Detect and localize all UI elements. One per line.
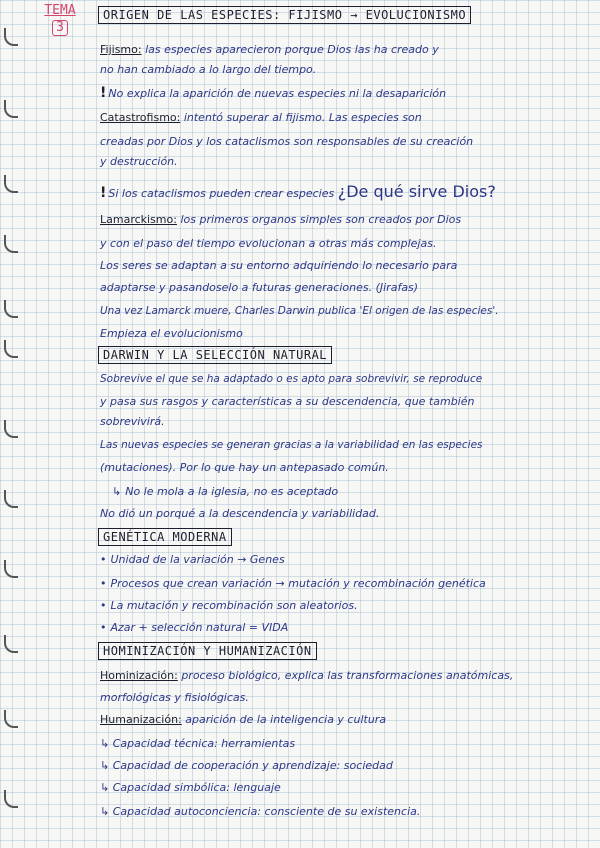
genetica-item-text: Procesos que crean variación → mutación y recombinación genética <box>110 577 486 590</box>
genetica-item-text: La mutación y recombinación son aleatorios. <box>110 599 358 612</box>
fijismo-line-1 <box>100 42 439 57</box>
tema-text: TEMA <box>44 3 76 18</box>
tema-label <box>40 4 80 36</box>
bullet-icon: • <box>100 553 107 566</box>
fijismo-line-2: no han cambiado a lo largo del tiempo. <box>100 63 317 76</box>
genetica-item-text: Azar + selección natural = VIDA <box>110 621 289 634</box>
fijismo-text: las especies aparecieron porque Dios las ha creado y <box>141 43 439 56</box>
binder-ring <box>4 560 18 578</box>
catastrofismo-note <box>100 184 496 201</box>
darwin-line-7: No dió un porqué a la descendencia y variabilidad. <box>100 507 380 520</box>
lamarckismo-line-2: y con el paso del tiempo evolucionan a otras más complejas. <box>100 237 437 250</box>
genetica-item <box>100 620 288 635</box>
catastrofismo-text: intentó superar al fijismo. Las especies son <box>180 111 422 124</box>
humanizacion-term: Humanización: <box>100 713 182 726</box>
arrow-icon: ↳ <box>112 485 122 498</box>
lamarckismo-line-4: adaptarse y pasandoselo a futuras generaciones. (Jirafas) <box>100 281 419 294</box>
lamarckismo-line-5: Una vez Lamarck muere, Charles Darwin publica 'El origen de las especies'. <box>100 305 499 317</box>
binder-ring <box>4 420 18 438</box>
darwin-line-6 <box>112 484 338 499</box>
darwin-line-5: (mutaciones). Por lo que hay un antepasado común. <box>100 461 389 474</box>
binder-ring <box>4 100 18 118</box>
lamarckismo-line-3: Los seres se adaptan a su entorno adquiriendo lo necesario para <box>100 259 458 272</box>
hominizacion-line-2: morfológicas y fisiológicas. <box>100 691 249 704</box>
lamarckismo-text: los primeros organos simples son creados por Dios <box>176 213 462 226</box>
bullet-icon: • <box>100 577 107 590</box>
capacidad-item: ↳ Capacidad de cooperación y aprendizaje: sociedad <box>100 759 393 772</box>
catastrofismo-note-text: Si los cataclismos pueden crear especies <box>108 187 338 200</box>
section-title-darwin: DARWIN Y LA SELECCIÓN NATURAL <box>98 346 332 364</box>
darwin-line-3: sobrevivirá. <box>100 415 165 428</box>
binder-ring <box>4 235 18 253</box>
darwin-line-4: Las nuevas especies se generan gracias a la variabilidad en las especies <box>100 439 483 451</box>
lamarckismo-line-1 <box>100 212 461 227</box>
binder-ring <box>4 300 18 318</box>
binder-ring <box>4 710 18 728</box>
fijismo-note-text: No explica la aparición de nuevas especies ni la desaparición <box>108 87 447 100</box>
bullet-icon: • <box>100 621 107 634</box>
catastrofismo-term: Catastrofismo: <box>100 111 181 124</box>
capacidad-item: ↳ Capacidad técnica: herramientas <box>100 737 296 750</box>
hominizacion-text: proceso biológico, explica las transformaciones anatómicas, <box>177 669 514 682</box>
exclamation-icon: ! <box>100 185 107 201</box>
genetica-item-text: Unidad de la variación → Genes <box>110 553 285 566</box>
darwin-line-1: Sobrevive el que se ha adaptado o es apto para sobrevivir, se reproduce <box>100 373 483 385</box>
binder-ring <box>4 635 18 653</box>
binder-ring <box>4 28 18 46</box>
humanizacion-line <box>100 712 386 727</box>
lamarckismo-line-6: Empieza el evolucionismo <box>100 327 243 340</box>
binder-ring <box>4 340 18 358</box>
exclamation-icon: ! <box>100 85 107 101</box>
catastrofismo-line-1 <box>100 110 422 125</box>
fijismo-term: Fijismo: <box>100 43 142 56</box>
capacidad-item: ↳ Capacidad autoconciencia: consciente de su existencia. <box>100 805 421 818</box>
hominizacion-line-1 <box>100 668 513 683</box>
lamarckismo-term: Lamarckismo: <box>100 213 177 226</box>
genetica-item <box>100 552 285 567</box>
section-title-hominizacion: HOMINIZACIÓN Y HUMANIZACIÓN <box>98 642 317 660</box>
binder-ring <box>4 175 18 193</box>
capacidad-item: ↳ Capacidad simbólica: lenguaje <box>100 781 281 794</box>
section-title-genetica: GENÉTICA MODERNA <box>98 528 232 546</box>
humanizacion-text: aparición de la inteligencia y cultura <box>181 713 387 726</box>
tema-number: 3 <box>52 20 68 36</box>
bullet-icon: • <box>100 599 107 612</box>
hominizacion-term: Hominización: <box>100 669 178 682</box>
darwin-line-2: y pasa sus rasgos y características a su descendencia, que también <box>100 395 475 408</box>
darwin-line-6-text: No le mola a la iglesia, no es aceptado <box>125 485 339 498</box>
fijismo-note <box>100 86 446 101</box>
catastrofismo-question: ¿De qué sirve Dios? <box>337 182 496 201</box>
catastrofismo-line-2: creadas por Dios y los cataclismos son responsables de su creación <box>100 135 474 148</box>
genetica-item <box>100 598 358 613</box>
genetica-item <box>100 576 486 591</box>
section-title-origen: ORIGEN DE LAS ESPECIES: FIJISMO → EVOLUCIONISMO <box>98 6 471 24</box>
binder-ring <box>4 490 18 508</box>
binder-ring <box>4 790 18 808</box>
catastrofismo-line-3: y destrucción. <box>100 155 178 168</box>
